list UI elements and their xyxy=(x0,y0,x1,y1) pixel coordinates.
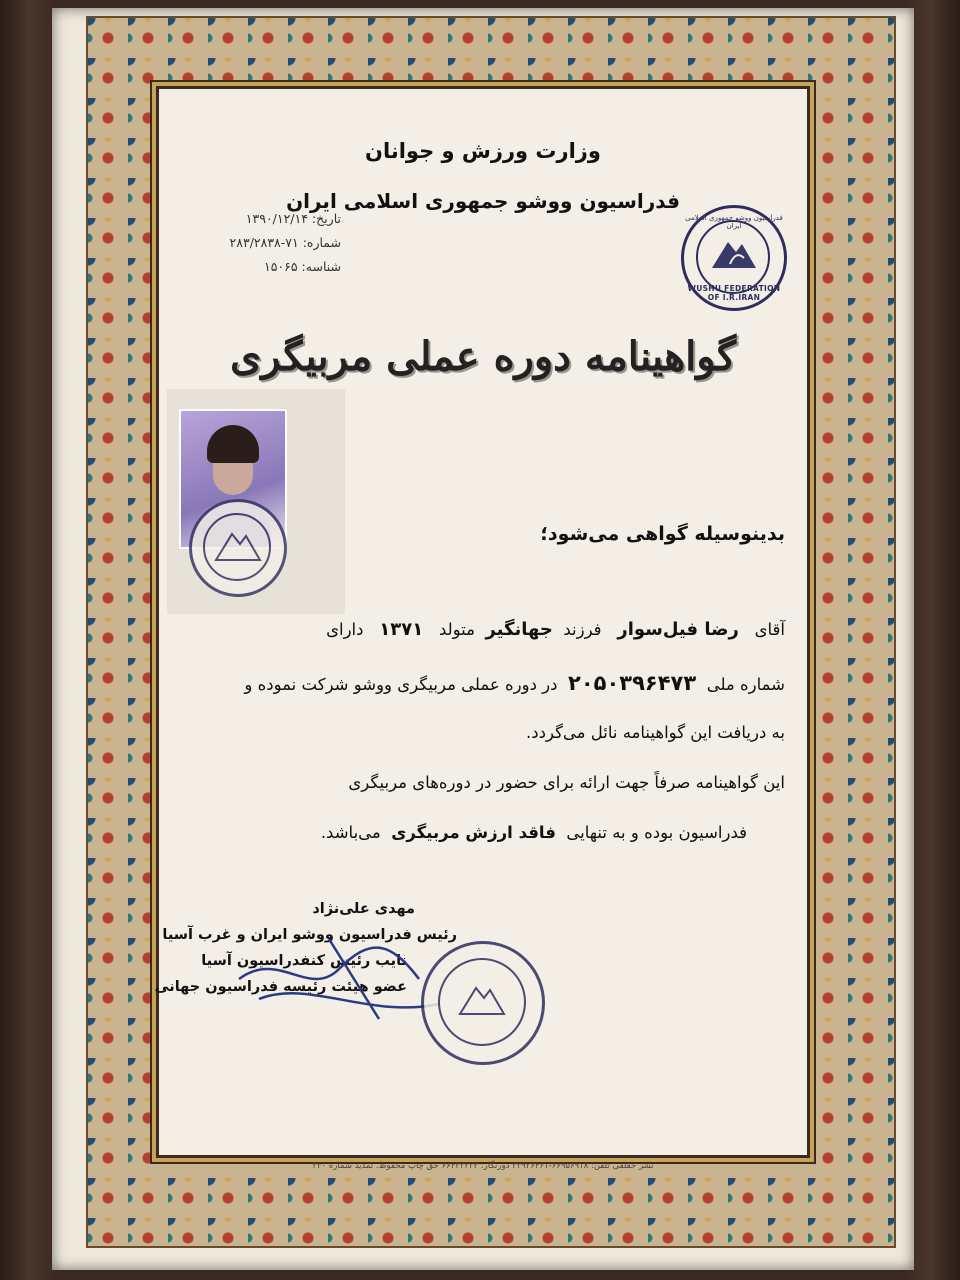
signatory-role-1: رئیس فدراسیون ووشو ایران و غرب آسیا xyxy=(162,927,457,943)
official-stamp xyxy=(421,941,545,1065)
text-mr: آقای xyxy=(754,620,785,639)
body-line-2 xyxy=(244,673,785,694)
text-is: می‌باشد. xyxy=(320,823,381,842)
number-line: شماره: ۷۱-۲۸۳/۲۸۳۸ xyxy=(229,235,341,250)
body-line-3: به دریافت این گواهینامه نائل می‌گردد. xyxy=(526,723,785,742)
photo-hair xyxy=(207,425,259,463)
body-line-1 xyxy=(326,621,785,639)
declaration-heading: بدینوسیله گواهی می‌شود؛ xyxy=(540,523,785,545)
federation-heading: فدراسیون ووشو جمهوری اسلامی ایران xyxy=(286,189,680,213)
text-federation-alone: فدراسیون بوده و به تنهایی xyxy=(566,823,747,842)
body-line-4: این گواهینامه صرفاً جهت ارائه برای حضور در دوره‌های مربیگری xyxy=(348,773,785,792)
signatory-role-2: نایب رئیس کنفدراسیون آسیا xyxy=(201,953,407,969)
text-having: دارای xyxy=(326,620,364,639)
federation-logo xyxy=(681,205,787,311)
text-national-number: شماره ملی xyxy=(706,675,785,694)
photo-card xyxy=(167,389,345,614)
photo-stamp xyxy=(189,499,287,597)
body-line-5 xyxy=(321,825,747,842)
signatory-role-3: عضو هیئت رئیسه فدراسیون جهانی xyxy=(154,979,407,995)
certificate-body xyxy=(154,86,810,1171)
date-line: تاریخ: ۱۳۹۰/۱۲/۱۴ xyxy=(245,211,341,226)
text-participated: در دوره عملی مربیگری ووشو شرکت نموده و xyxy=(244,675,558,694)
no-coaching-value: فاقد ارزش مربیگری xyxy=(391,823,556,842)
national-id: ۲۰۵۰۳۹۶۴۷۳ xyxy=(568,671,697,695)
text-son-of: فرزند xyxy=(563,620,602,639)
certificate-title: گواهینامه دوره عملی مربیگری xyxy=(229,333,737,380)
birth-year: ۱۳۷۱ xyxy=(379,619,424,640)
official-stamp-mountain-icon xyxy=(458,980,506,1020)
holder-name: رضا فیل‌سوار xyxy=(617,619,739,640)
printer-footer: نشر حقلقی تلفن: ۶۶۹۵۶۹۱۸-۳۳۹۲۶۴۶۱ دورنگار: ۶۶۴۳۲۲۲۳ حق چاپ محفوظ. تمدید شماره ۳۳۰ xyxy=(312,1161,654,1171)
text-born: متولد xyxy=(438,620,475,639)
logo-ring-text-en: WUSHU FEDERATION OF I.R.IRAN xyxy=(687,284,781,302)
signatory-name: مهدی علی‌نژاد xyxy=(312,901,415,917)
stamp-mountain-icon xyxy=(214,526,262,566)
id-line: شناسه: ۱۵۰۶۵ xyxy=(264,259,341,274)
ministry-heading: وزارت ورزش و جوانان xyxy=(365,139,601,163)
mountain-emblem-icon xyxy=(710,234,758,274)
father-name: جهانگیر xyxy=(485,619,553,640)
logo-ring-text-fa: فدراسیون ووشو جمهوری اسلامی ایران xyxy=(685,214,783,230)
